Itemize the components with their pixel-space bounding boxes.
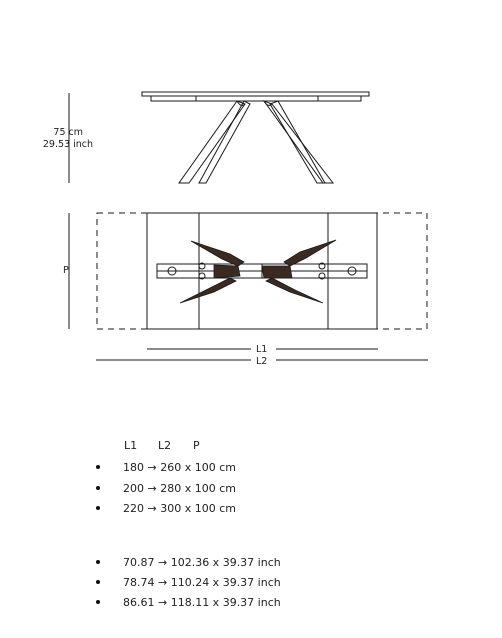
length-extended-label: L2 (256, 356, 268, 367)
bullet-icon (96, 465, 100, 469)
tabletop-side (142, 92, 369, 96)
leg-right-back (270, 101, 325, 183)
size-inch-text: 78.74 → 110.24 x 39.37 inch (123, 576, 281, 589)
plan-view (69, 213, 427, 329)
height-inch-label: 29.53 inch (42, 139, 93, 150)
list-item (96, 482, 236, 495)
side-elevation-view (69, 92, 369, 183)
list-item (96, 596, 281, 609)
leg-left-front (179, 101, 245, 183)
depth-label: P (63, 265, 69, 276)
size-cm-text: 220 → 300 x 100 cm (123, 502, 236, 515)
length-closed-label: L1 (256, 344, 268, 355)
header-l1: L1 (124, 439, 138, 452)
list-item (96, 502, 236, 515)
bullet-icon (96, 600, 100, 604)
leg-right-front (264, 101, 333, 183)
extension-rail (151, 96, 361, 101)
header-l2: L2 (158, 439, 172, 452)
bullet-icon (96, 580, 100, 584)
bullet-icon (96, 560, 100, 564)
height-cm-label: 75 cm (53, 127, 83, 138)
size-inch-text: 70.87 → 102.36 x 39.37 inch (123, 556, 281, 569)
bullet-icon (96, 486, 100, 490)
size-inch-text: 86.61 → 118.11 x 39.37 inch (123, 596, 281, 609)
bullet-icon (96, 506, 100, 510)
header-p: P (193, 439, 200, 452)
list-item (96, 576, 281, 589)
leg-left-back (199, 101, 250, 183)
size-cm-text: 180 → 260 x 100 cm (123, 461, 236, 474)
list-item (96, 556, 281, 569)
list-item (96, 461, 236, 474)
size-cm-text: 200 → 280 x 100 cm (123, 482, 236, 495)
